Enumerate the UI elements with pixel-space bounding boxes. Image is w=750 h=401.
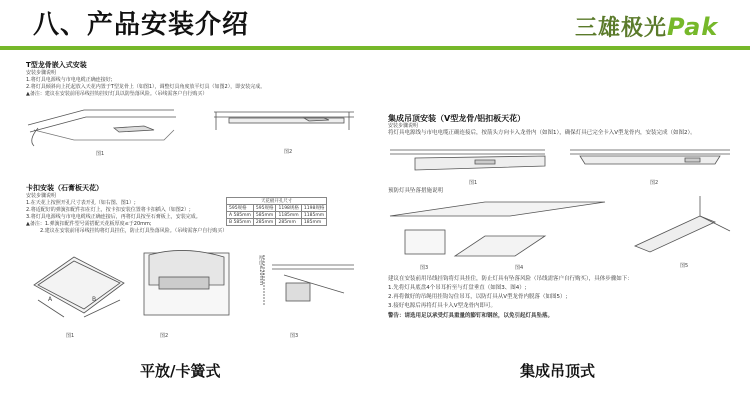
dim-label-b: B	[92, 296, 97, 303]
left-footer-label: 平放/卡簧式	[140, 362, 221, 380]
left-figC-caption: 图3	[290, 333, 299, 339]
left-s1-line: 1.将灯具电源线与市电电缆正确连接好;	[26, 77, 113, 83]
right-note: 建议在安装前用吊线挂钩将灯具挂住，防止灯具有坠落风险（吊线需客户自行购买），具体步骤如下：	[388, 276, 633, 282]
left-s2-figures	[24, 245, 354, 330]
right-s1-figures	[385, 140, 735, 180]
right-fig1-caption: 图1	[469, 180, 478, 186]
left-fig2-caption: 图2	[284, 149, 293, 155]
table-cell: 1185mm	[276, 212, 301, 219]
left-s2-line: 1.在天花上按照开孔尺寸表开孔（如右图、图1）;	[26, 200, 136, 206]
table-cell: 1198规格	[301, 205, 326, 212]
left-s2-line: 3.将灯具电源线与市电电缆线正确连接后，再将灯具按至石膏板上，安装完成。	[26, 214, 201, 220]
right-fig5-caption: 图5	[680, 263, 689, 269]
table-cell: 1185mm	[301, 212, 326, 219]
right-fig2-caption: 图2	[650, 180, 659, 186]
header-divider	[0, 46, 750, 50]
cutout-size-table	[226, 197, 327, 226]
left-s2-title: 卡扣安装（石膏板天花）	[26, 184, 103, 192]
left-figB-caption: 图2	[160, 333, 169, 339]
right-note: 2.再将做好的吊绳用挂钩勾住吊耳，以防灯具从V型龙骨内脱落（如图5）;	[388, 294, 568, 300]
dim-label-a: A	[48, 296, 53, 303]
right-warning: 警告：请选用足以承受灯具重量的膨钉和钢丝，以免引起灯具坠落。	[388, 313, 554, 319]
left-s2-line: 2.将适配好的弹簧扣配件扣在灯上，按卡扣安装位置将卡扣插入（如图2）;	[26, 207, 191, 213]
table-cell: 1198规格	[276, 205, 301, 212]
right-footer-label: 集成吊顶式	[520, 362, 596, 380]
right-s1-line: 安装步骤说明	[388, 123, 419, 129]
left-figA-caption: 图1	[66, 333, 75, 339]
table-header: 天花板开孔尺寸	[227, 198, 327, 205]
left-s1-figures	[24, 100, 354, 150]
table-cell: 595规格	[253, 205, 276, 212]
table-cell: B 585mm	[227, 219, 254, 226]
left-s1-line: 2.将灯具倾斜向上托起放入天花内置于T型龙骨上（如图1），调整灯具角度放平灯具（如图2），即安装完成。	[26, 84, 266, 90]
table-cell: 285mm	[276, 219, 301, 226]
left-s2-line: ▲备注：1.弹簧扣配件型号需搭配天花板厚度≤于20mm;	[26, 221, 152, 227]
table-cell: A 585mm	[227, 212, 254, 219]
right-s1-line: 将灯具电源线与市电电缆正确连接后，按箭头方向卡入龙骨内（如图1），确保灯具已完全卡入V型龙骨内，安装完成（如图2）。	[388, 130, 696, 136]
left-s2-line: 2.建议在安装前用吊线挂钩将灯具挂住，防止灯具坠落风险。（吊线需客户自行购买）	[40, 228, 228, 234]
table-cell: 185mm	[301, 219, 326, 226]
left-s1-line: ▲备注：建议在安装前用吊线挂钩挂好灯具以防坠落风险。（吊线需客户自行购买）	[26, 91, 208, 97]
thickness-label: 厚度≤20mm	[258, 255, 264, 286]
left-fig1-caption: 图1	[96, 151, 105, 157]
left-s1-title: T型龙骨嵌入式安装	[26, 61, 87, 69]
right-s2-figures	[385, 196, 735, 266]
right-s1-title: 集成吊顶安装（V型龙骨/铝扣板天花）	[388, 114, 526, 123]
table-row	[227, 205, 327, 212]
page-title: 八、产品安装介绍	[33, 10, 250, 40]
right-note: 3.接好电源后再将灯具卡入V型龙骨内即可。	[388, 303, 497, 309]
right-fig4-caption: 图4	[515, 265, 524, 271]
table-cell: 285mm	[253, 219, 276, 226]
brand-logo	[575, 11, 718, 42]
left-s1-line: 安装步骤说明	[26, 70, 57, 76]
right-fig3-caption: 图3	[420, 265, 429, 271]
table-row	[227, 212, 327, 219]
right-note: 1.先将灯具底盘4个吊耳折至与灯盘垂直（如图3、图4）;	[388, 285, 527, 291]
left-s2-line: 安装步骤说明	[26, 193, 57, 199]
table-cell: 595规格	[227, 205, 254, 212]
table-row	[227, 219, 327, 226]
table-cell: 585mm	[253, 212, 276, 219]
right-s2-title: 预防灯具坠落措施说明	[388, 188, 444, 194]
logo-en: Pak	[667, 13, 719, 41]
logo-cn: 三雄极光	[575, 16, 668, 41]
